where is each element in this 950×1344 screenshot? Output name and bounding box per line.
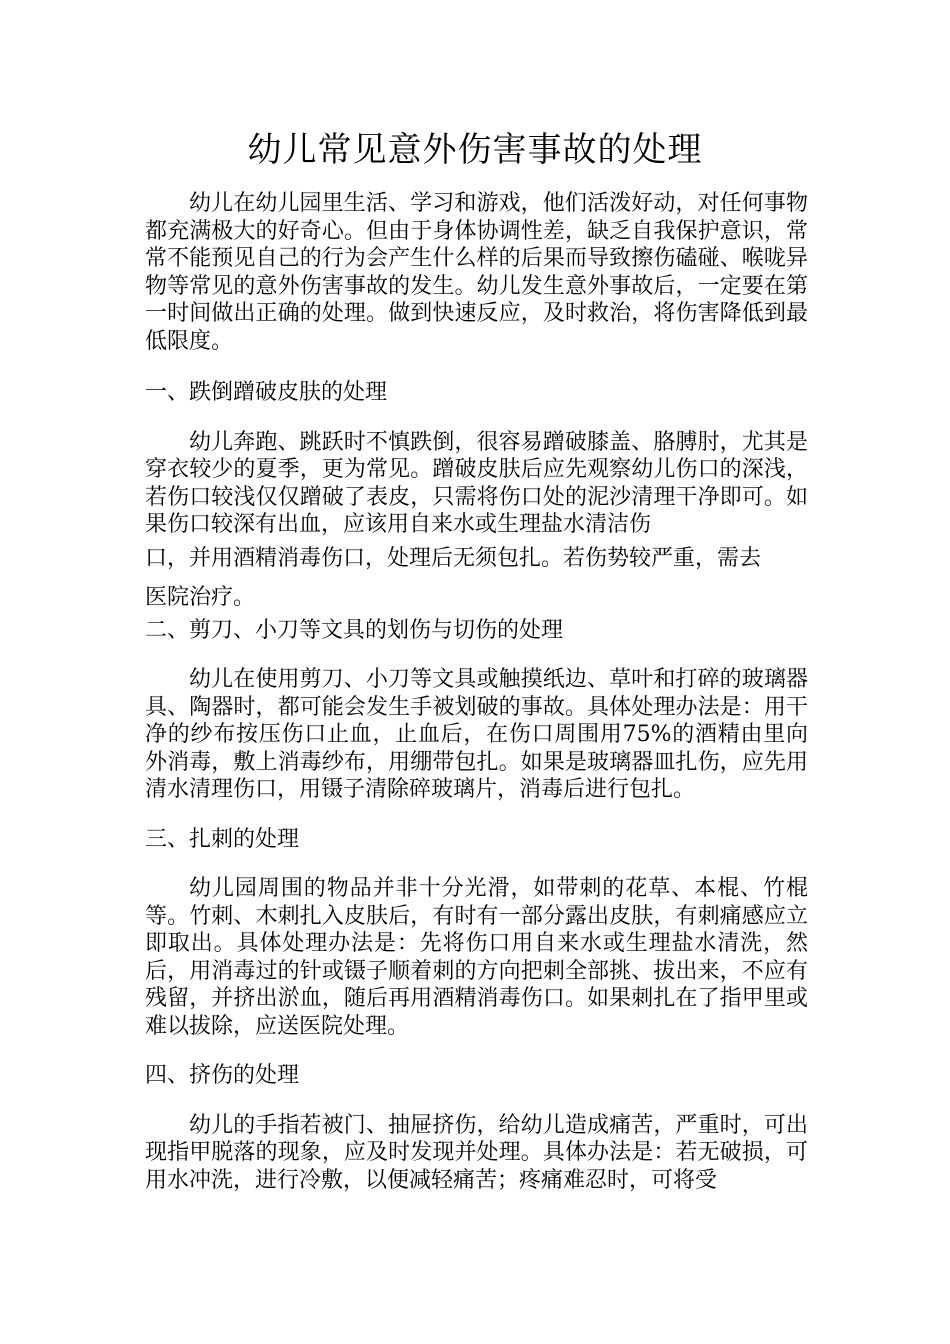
intro-paragraph: 幼儿在幼儿园里生活、学习和游戏，他们活泼好动，对任何事物都充满极大的好奇心。但由于身体协调性差，缺乏自我保护意识，常常不能预见自己的行为会产生什么样的后果而导致擦伤磕碰、喉咙异物等常见的意外伤害事故的发生。幼儿发生意外事故后，一定要在第一时间做出正确的处理。做到快速反应，及时救治，将伤害降低到最低限度。 <box>145 191 808 354</box>
section-body-splinters: 幼儿园周围的物品并非十分光滑，如带刺的花草、本棍、竹棍等。竹刺、木刺扎入皮肤后，有时有一部分露出皮肤，有刺痛感应立即取出。具体处理办法是：先将伤口用自来水或生理盐水清洗，然后，用消毒过的针或镊子顺着刺的方向把刺全部挑、拔出来，不应有残留，并挤出淤血，随后再用酒精消毒伤口。如果刺扎在了指甲里或难以拔除，应送医院处理。 <box>145 876 808 1039</box>
section-heading-falls: 一、跌倒蹭破皮肤的处理 <box>145 380 388 405</box>
section-heading-crush: 四、挤伤的处理 <box>145 1063 300 1088</box>
document-title: 幼儿常见意外伤害事故的处理 <box>247 130 703 170</box>
section-body-crush: 幼儿的手指若被门、抽屉挤伤，给幼儿造成痛苦，严重时，可出现指甲脱落的现象，应及时发现并处理。具体办法是：若无破损，可用水冲洗，进行冷敷，以便减轻痛苦；疼痛难忍时，可将受 <box>145 1112 808 1193</box>
section-body-falls-line-cont: 口，并用酒精消毒伤口，处理后无须包扎。若伤势较严重，需去 <box>145 545 762 571</box>
section-heading-cuts: 二、剪刀、小刀等文具的划伤与切伤的处理 <box>145 617 564 643</box>
section-heading-splinters: 三、扎刺的处理 <box>145 826 300 852</box>
section-body-cuts: 幼儿在使用剪刀、小刀等文具或触摸纸边、草叶和打碎的玻璃器具、陶器时，都可能会发生手被划破的事故。具体处理办法是：用干净的纱布按压伤口止血，止血后，在伤口周围用75%的酒精由里向外消毒，敷上消毒纱布，用绷带包扎。如果是玻璃器皿扎伤，应先用清水清理伤口，用镊子清除碎玻璃片，消毒后进行包扎。 <box>145 667 808 802</box>
section-body-falls: 幼儿奔跑、跳跃时不慎跌倒，很容易蹭破膝盖、胳膊肘，尤其是穿衣较少的夏季，更为常见。蹭破皮肤后应先观察幼儿伤口的深浅，若伤口较浅仅仅蹭破了表皮，只需将伤口处的泥沙清理干净即可。如果伤口较深有出血，应该用自来水或生理盐水清洁伤 <box>145 429 808 537</box>
section-body-falls-line-end: 医院治疗。 <box>145 584 256 610</box>
document-body <box>145 190 808 1194</box>
